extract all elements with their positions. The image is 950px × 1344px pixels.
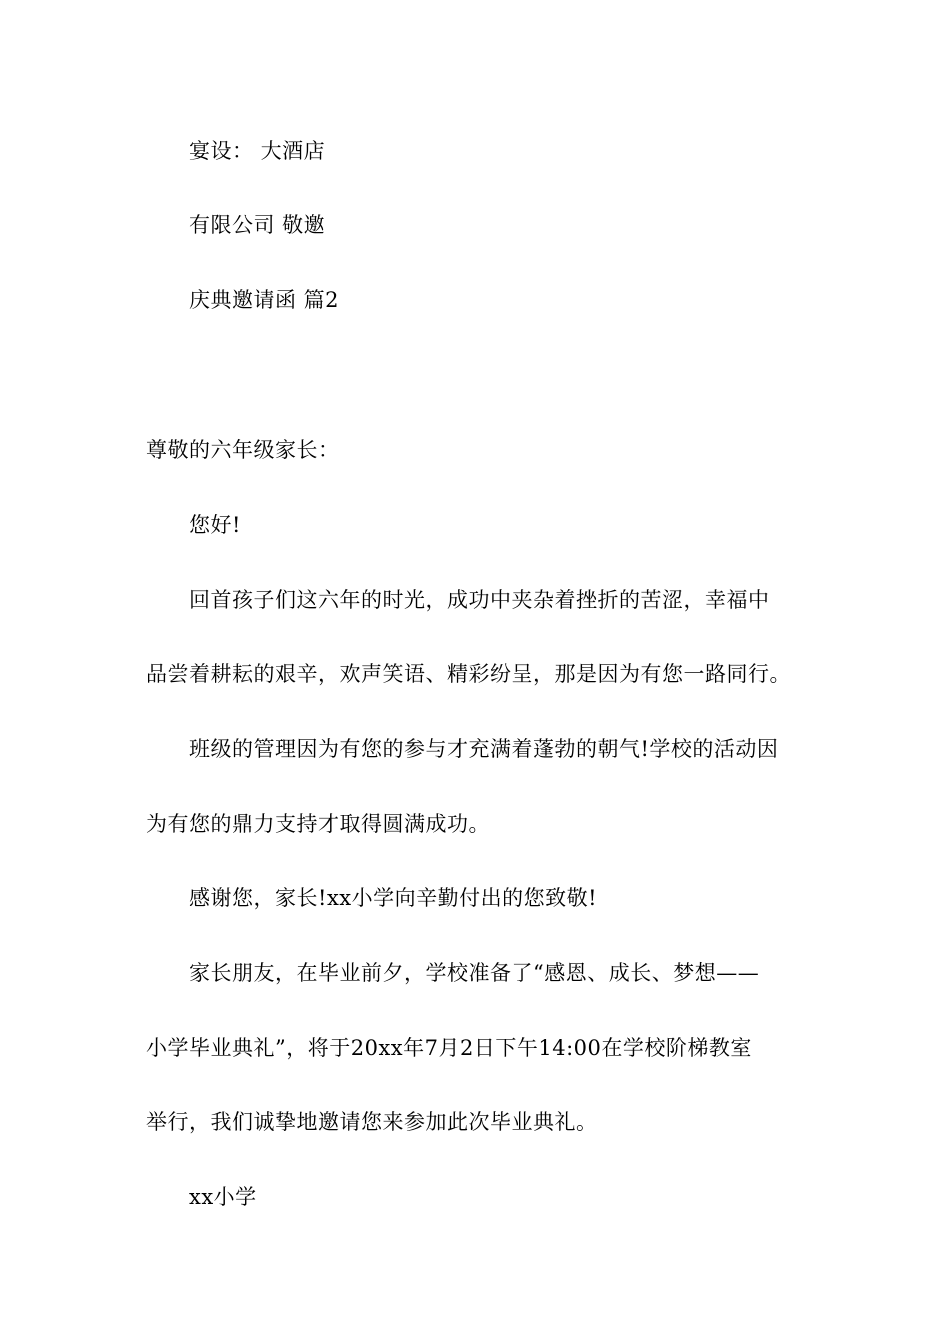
section-heading: 庆典邀请函 篇2: [189, 288, 340, 312]
signature: xx小学: [189, 1185, 257, 1209]
paragraph-4-line-2: 小学毕业典礼”，将于20xx年7月2日下午14:00在学校阶梯教室: [146, 1036, 752, 1060]
salutation: 尊敬的六年级家长：: [146, 438, 340, 462]
paragraph-4-line-1: 家长朋友，在毕业前夕，学校准备了“感恩、成长、梦想——: [189, 961, 760, 985]
greeting: 您好!: [189, 513, 241, 537]
venue-line: 宴设： 大酒店: [189, 139, 326, 163]
paragraph-1-line-2: 品尝着耕耘的艰辛，欢声笑语、精彩纷呈，那是因为有您一路同行。: [146, 662, 791, 686]
paragraph-2-line-1: 班级的管理因为有您的参与才充满着蓬勃的朝气!学校的活动因: [189, 737, 779, 761]
paragraph-4-line-3: 举行，我们诚挚地邀请您来参加此次毕业典礼。: [146, 1110, 598, 1134]
paragraph-2-line-2: 为有您的鼎力支持才取得圆满成功。: [146, 812, 490, 836]
company-invite-line: 有限公司 敬邀: [189, 213, 326, 237]
paragraph-1-line-1: 回首孩子们这六年的时光，成功中夹杂着挫折的苦涩，幸福中: [189, 588, 770, 612]
paragraph-3: 感谢您，家长!xx小学向辛勤付出的您致敬!: [189, 886, 598, 910]
